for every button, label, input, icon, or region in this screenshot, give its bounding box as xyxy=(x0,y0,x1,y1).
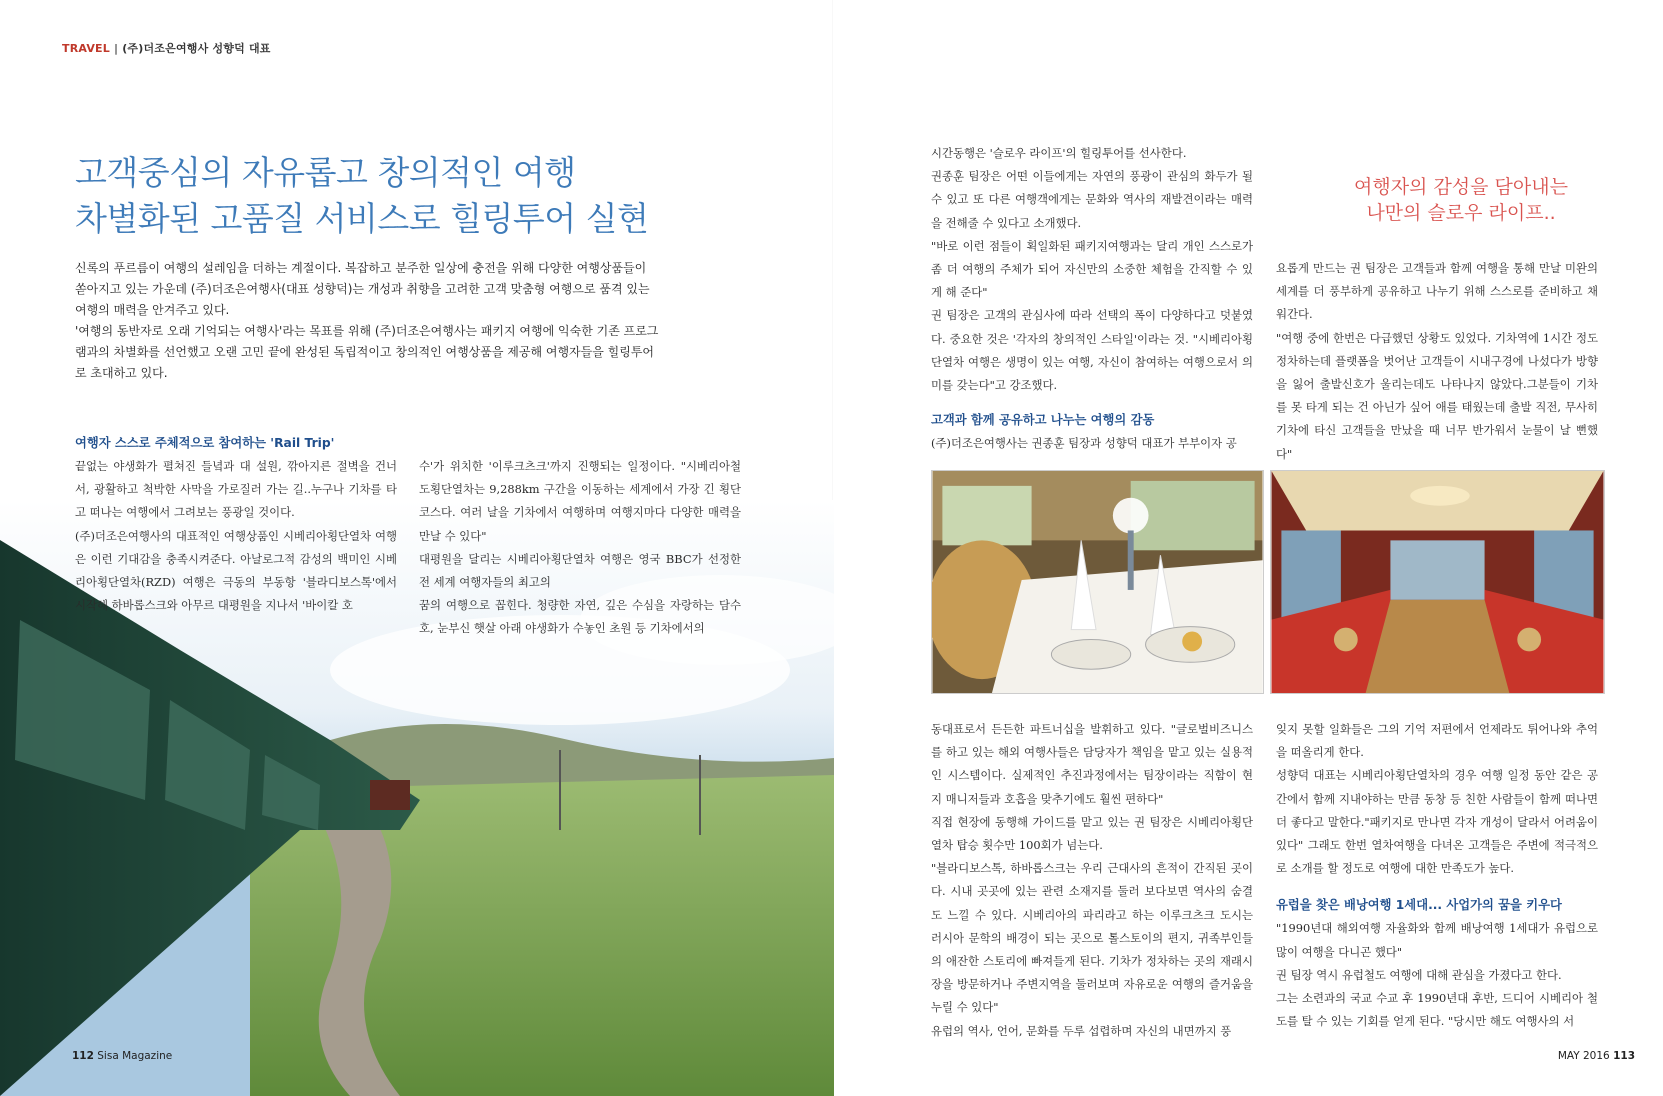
col2-p3: 꿈의 여행으로 꼽힌다. 청량한 자연, 깊은 수심을 자랑하는 담수호, 눈부신 햇살 아래 야생화가 수놓인 초원 등 기차에서의 xyxy=(419,598,741,636)
lead-p1: 신록의 푸르름이 여행의 설레임을 더하는 계절이다. 복잡하고 분주한 일상에 충전을 위해 다양한 여행상품들이 쏟아지고 있는 가운데 (주)더조은여행사(대표 성향덕)는 개성과 취향을 고려한 고객 맞춤형 여행으로 품격 있는 여행의 매력을 안겨주고 있다. xyxy=(75,261,650,317)
dining-car-photo xyxy=(931,470,1264,694)
article-column-3-bottom xyxy=(931,718,1253,1043)
col3b-p2: 직접 현장에 동행해 가이드를 맡고 있는 권 팀장은 시베리아횡단열차 탑승 횟수만 100회가 넘는다. xyxy=(931,814,1253,853)
issue-date: MAY 2016 xyxy=(1557,1050,1610,1062)
article-column-1 xyxy=(75,432,397,617)
col4-p1: 요롭게 만드는 권 팀장은 고객들과 함께 여행을 통해 만날 미완의 세계를 더 풍부하게 공유하고 나누기 위해 스스로를 준비하고 채워간다. xyxy=(1276,261,1598,322)
pull-quote xyxy=(1276,174,1646,226)
article-column-4-top xyxy=(1276,257,1598,466)
col4b-p4: 권 팀장 역시 유럽철도 여행에 대해 관심을 가졌다고 한다. xyxy=(1276,967,1562,982)
lead-paragraph xyxy=(75,258,660,384)
subhead-rail-trip: 여행자 스스로 주체적으로 참여하는 'Rail Trip' xyxy=(75,436,335,450)
col4b-p3: "1990년대 해외여행 자율화와 함께 배낭여행 1세대가 유럽으로 많이 여행을 다니곤 했다" xyxy=(1276,921,1598,959)
subhead-backpacking: 유럽을 찾은 배낭여행 1세대... 사업가의 꿈을 키우다 xyxy=(1276,898,1562,913)
folio-right xyxy=(1558,1050,1635,1062)
col1-p2: (주)더조은여행사의 대표적인 여행상품인 시베리아횡단열차 여행은 이런 기대감을 충족시켜준다. 아날로그적 감성의 백미인 시베리아횡단열차(RZD) 여행은 극동의 부동항 '블라디보스톡'에서 시작해 하바롭스크와 아무르 대평원을 지나서 '바이칼 호 xyxy=(75,528,397,613)
col2-p2: 대평원을 달리는 시베리아횡단열차 여행은 영국 BBC가 선정한 전 세계 여행자들의 최고의 xyxy=(419,551,741,590)
col3-p3: "바로 이런 점들이 획일화된 패키지여행과는 달리 개인 스스로가 좀 더 여행의 주체가 되어 자신만의 소중한 체험을 간직할 수 있게 해 준다" xyxy=(931,238,1253,300)
col3-p2: 권종훈 팀장은 어떤 이들에게는 자연의 풍광이 관심의 화두가 될 수 있고 또 다른 여행객에게는 문화와 역사의 재발견이라는 매력을 전해줄 수 있다고 소개했다. xyxy=(931,169,1253,230)
col2-p1: 수'가 위치한 '이루크츠크'까지 진행되는 일정이다. "시베리아철도횡단열차는 9,288km 구간을 이동하는 세계에서 가장 긴 횡단코스다. 여러 날을 기차에서 여행하며 여행지마다 다양한 매력을 만날 수 있다" xyxy=(419,459,741,543)
col3-p1: 시간동행은 '슬로우 라이프'의 힐링투어를 선사한다. xyxy=(931,146,1187,160)
col1-p1: 끝없는 야생화가 펼쳐진 들녘과 대 설원, 깎아지른 절벽을 건너서, 광활하고 척박한 사막을 가로질러 가는 길..누구나 기차를 타고 떠나는 여행에서 그려보는 풍광일 것이다. xyxy=(75,459,397,520)
headline-line-1: 고객중심의 자유롭고 창의적인 여행 xyxy=(75,153,576,192)
article-column-4-bottom xyxy=(1276,718,1598,1033)
subhead-sharing: 고객과 함께 공유하고 나누는 여행의 감동 xyxy=(931,413,1155,428)
article-column-3-top xyxy=(931,142,1253,455)
magazine-name: Sisa Magazine xyxy=(97,1050,173,1062)
pull-quote-line-2: 나만의 슬로우 라이프.. xyxy=(1366,202,1556,224)
headline-line-2: 차별화된 고품질 서비스로 힐링투어 실현 xyxy=(75,199,649,238)
headline xyxy=(75,150,675,242)
lounge-car-photo xyxy=(1270,470,1605,694)
article-column-2 xyxy=(419,455,741,641)
section-header xyxy=(62,40,271,56)
pull-quote-line-1: 여행자의 감성을 담아내는 xyxy=(1354,176,1568,198)
col3b-p4: 유럽의 역사, 언어, 문화를 두루 섭렵하며 자신의 내면까지 풍 xyxy=(931,1023,1232,1038)
header-title: (주)더조은여행사 성향덕 대표 xyxy=(122,42,271,55)
folio-left xyxy=(72,1050,172,1062)
col4b-p2: 성향덕 대표는 시베리아횡단열차의 경우 여행 일정 동안 같은 공간에서 함께 지내야하는 만큼 동창 등 친한 사람들이 함께 떠나면 더 좋다고 말한다."패키지로 만나면 각자 개성이 달라서 어려움이 있다" 그래도 한번 열차여행을 다녀온 고객들은 주변에 적극적으로 소개를 할 정도로 여행에 대한 만족도가 높다. xyxy=(1276,768,1598,876)
col4b-p1: 잊지 못할 일화들은 그의 기억 저편에서 언제라도 튀어나와 추억을 떠올리게 한다. xyxy=(1276,722,1598,760)
col3b-p3: "블라디보스톡, 하바롭스크는 우리 근대사의 흔적이 간직된 곳이다. 시내 곳곳에 있는 관련 소재지를 둘러 보다보면 역사의 숨결도 느낄 수 있다. 시베리아의 파리라고 하는 이루크츠크 도시는 러시아 문학의 배경이 되는 곳으로 톨스토이의 편지, 귀족부인들의 애잔한 스토리에 빠져들게 된다. 기차가 정차하는 곳의 재래시장을 방문하거나 주변지역을 둘러보며 자유로운 여행의 즐거움을 누릴 수 있다" xyxy=(931,861,1253,1015)
page-number-left: 112 xyxy=(72,1050,94,1062)
col4b-p5: 그는 소련과의 국교 수교 후 1990년대 후반, 드디어 시베리아 철도를 탈 수 있는 기회를 얻게 된다. "당시만 해도 여행사의 서 xyxy=(1276,991,1598,1029)
col3-p4: 권 팀장은 고객의 관심사에 따라 선택의 폭이 다양하다고 덧붙였다. 중요한 것은 '각자의 창의적인 스타일'이라는 것. "시베리아횡단열차 여행은 생명이 있는 여행, 자신이 참여하는 여행으로서 의미를 갖는다"고 강조했다. xyxy=(931,308,1253,393)
col3b-p1: 동대표로서 든든한 파트너십을 발휘하고 있다. "글로벌비즈니스를 하고 있는 해외 여행사들은 담당자가 책임을 맡고 있는 실용적인 시스템이다. 실제적인 추진과정에서는 팀장이라는 직함이 현지 매니저들과 호흡을 맞추기에도 훨씬 편하다" xyxy=(931,722,1253,806)
col4-p2: "여행 중에 한번은 다급했던 상황도 있었다. 기차역에 1시간 정도 정차하는데 플랫폼을 벗어난 고객들이 시내구경에 나섰다가 방향을 잃어 출발신호가 울리는데도 나타나지 않았다.그분들이 기차를 못 타게 되는 건 아닌가 싶어 애를 태웠는데 출발 직전, 무사히 기차에 타신 고객들을 만났을 때 너무 반가워서 눈물이 날 뻔했다" xyxy=(1276,330,1598,461)
section-label: TRAVEL xyxy=(62,42,110,55)
page-number-right: 113 xyxy=(1613,1050,1635,1062)
header-separator: | xyxy=(113,42,119,55)
lead-p2: '여행의 동반자로 오래 기억되는 여행사'라는 목표를 위해 (주)더조은여행사는 패키지 여행에 익숙한 기존 프로그램과의 차별화를 선언했고 오랜 고민 끝에 완성된 독립적이고 창의적인 여행상품을 제공해 여행자들을 힐링투어로 초대하고 있다. xyxy=(75,324,659,380)
col3-p5: (주)더조은여행사는 권종훈 팀장과 성향덕 대표가 부부이자 공 xyxy=(931,436,1237,451)
